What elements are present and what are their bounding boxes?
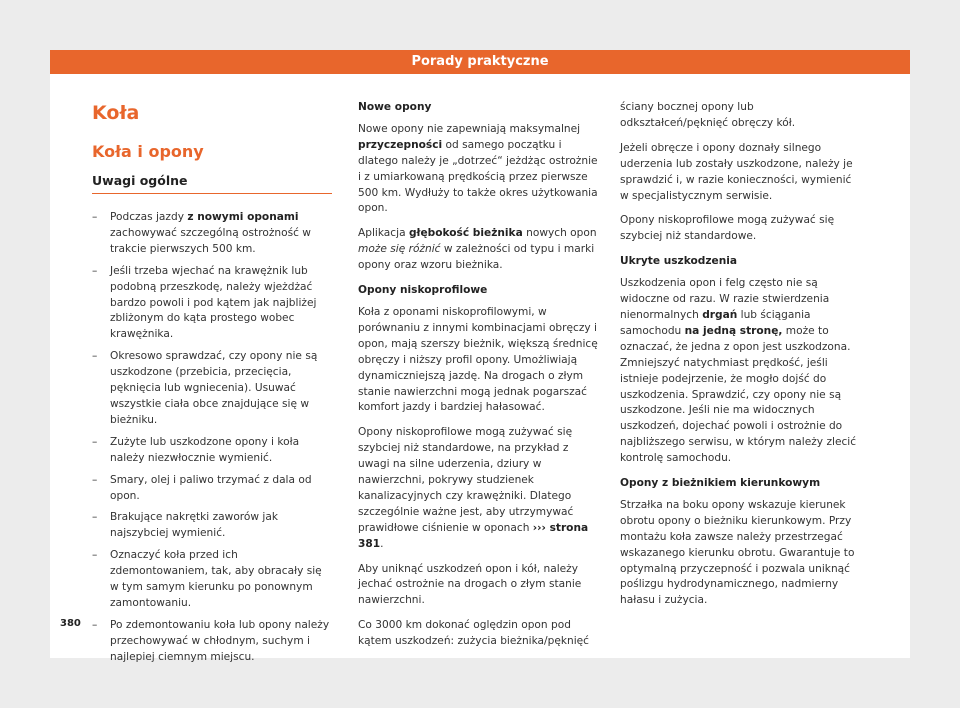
list-item: – Jeśli trzeba wjechać na krawężnik lub podobną przeszkodę, należy wjeżdżać bardzo powoli i pod kątem jak najbliżej zbliżonym do kąta prostego wobec krawężnika. — [92, 264, 332, 344]
paragraph: Nowe opony nie zapewniają maksymalnej przyczepności od samego początku i dlatego należy je „dotrzeć“ jeżdżąc ostrożnie i z umiarkowaną prędkością przez pierwsze 500 km. Wydłuży to także okres użytkowania opon. — [358, 122, 598, 215]
list-item: – Podczas jazdy z nowymi oponami zachowywać szczególną ostrożność w trakcie pierwszych 500 km. — [92, 210, 332, 258]
page-number: 380 — [60, 618, 81, 629]
hidden-damage-heading: Ukryte uszkodzenia — [620, 255, 738, 268]
list-item: – Oznaczyć koła przed ich zdemontowaniem, tak, aby obracały się w tym samym kierunku po ponownym zamontowaniu. — [92, 548, 332, 612]
page-reference-link[interactable]: ››› strona 381 — [358, 521, 589, 550]
paragraph: ściany bocznej opony lub odkształceń/pęknięć obręczy kół. — [620, 101, 796, 129]
list-item: – Zużyte lub uszkodzone opony i koła należy niezwłocznie wymienić. — [92, 435, 332, 467]
paragraph: Opony niskoprofilowe mogą zużywać się szybciej niż standardowe, na przykład z uwagi na silne uderzenia, dziury w nawierzchni, pokrywy studzienek kanalizacyjnych czy krawężniki. Dlatego szczególnie ważne jest, aby utrzymywać prawidłowe ciśnienie w oponach ››› strona 381. — [358, 426, 589, 550]
list-item: – Po zdemontowaniu koła lub opony należy przechowywać w chłodnym, suchym i najlepiej ciemnym miejscu. — [92, 618, 332, 666]
chapter-header: Porady praktyczne — [50, 50, 910, 74]
column-right — [620, 100, 860, 618]
directional-tyres-heading: Opony z bieżnikiem kierunkowym — [620, 477, 821, 490]
list-item: – Okresowo sprawdzać, czy opony nie są uszkodzone (przebicia, przecięcia, pęknięcia lub wgniecenia). Usuwać wszystkie ciała obce znajdujące się w bieżniku. — [92, 349, 332, 429]
new-tyres-heading: Nowe opony — [358, 101, 432, 113]
general-notes-list — [92, 210, 332, 666]
paragraph: Aplikacja głębokość bieżnika nowych opon może się różnić w zależności od typu i marki opony oraz wzoru bieżnika. — [358, 227, 597, 272]
low-profile-heading: Opony niskoprofilowe — [358, 284, 488, 297]
paragraph: Koła z oponami niskoprofilowymi, w porównaniu z innymi kombinacjami obręczy i opon, mają szerszy bieżnik, większą średnicę obręczy i niższy profil opony. Umożliwiają dynamiczniejszą jazdę. Na drogach o złym stanie nawierzchni mogą jednak pogarszać komfort jazdy i bardziej hałasować. — [358, 305, 598, 414]
paragraph: Aby uniknąć uszkodzeń opon i kół, należy jechać ostrożnie na drogach o złym stanie nawierzchni. — [358, 562, 582, 607]
paragraph: Opony niskoprofilowe mogą zużywać się szybciej niż standardowe. — [620, 214, 835, 243]
paragraph: Uszkodzenia opon i felg często nie są widoczne od razu. W razie stwierdzenia nienormalnych drgań lub ściągania samochodu na jedną stronę, może to oznaczać, że jedna z opon jest uszkodzona. Zmniejszyć natychmiast prędkość, jeśli istnieje podejrzenie, że mogło dojść do uszkodzenia. Sprawdzić, czy opony nie są uszkodzone. Jeśli nie ma widocznych uszkodzeń, dojechać powoli i ostrożnie do najbliższego serwisu, w którym należy zlecić kontrolę samochodu. — [620, 277, 857, 465]
manual-page — [50, 50, 910, 663]
list-item: – Brakujące nakrętki zaworów jak najszybciej wymienić. — [92, 510, 332, 542]
paragraph: Strzałka na boku opony wskazuje kierunek obrotu opony o bieżniku kierunkowym. Przy montażu koła zawsze należy przestrzegać wskazanego kierunku obrotu. Gwarantuje to optymalną przyczepność i pozwala uniknąć poślizgu hydrodynamicznego, nadmierny hałasu i zużycia. — [620, 498, 855, 607]
subsection-title: Koła i opony — [92, 142, 204, 161]
list-item: – Smary, olej i paliwo trzymać z dala od opon. — [92, 473, 332, 505]
paragraph: Co 3000 km dokonać oględzin opon pod kątem uszkodzeń: zużycia bieżnika/pęknięć — [358, 619, 589, 648]
column-left — [92, 102, 332, 672]
section-title: Koła — [92, 102, 140, 124]
column-middle — [358, 100, 598, 659]
topic-title: Uwagi ogólne — [92, 172, 332, 194]
paragraph: Jeżeli obręcze i opony doznały silnego uderzenia lub zostały uszkodzone, należy je sprawdzić i, w razie konieczności, wymienić w specjalistycznym serwisie. — [620, 141, 853, 202]
